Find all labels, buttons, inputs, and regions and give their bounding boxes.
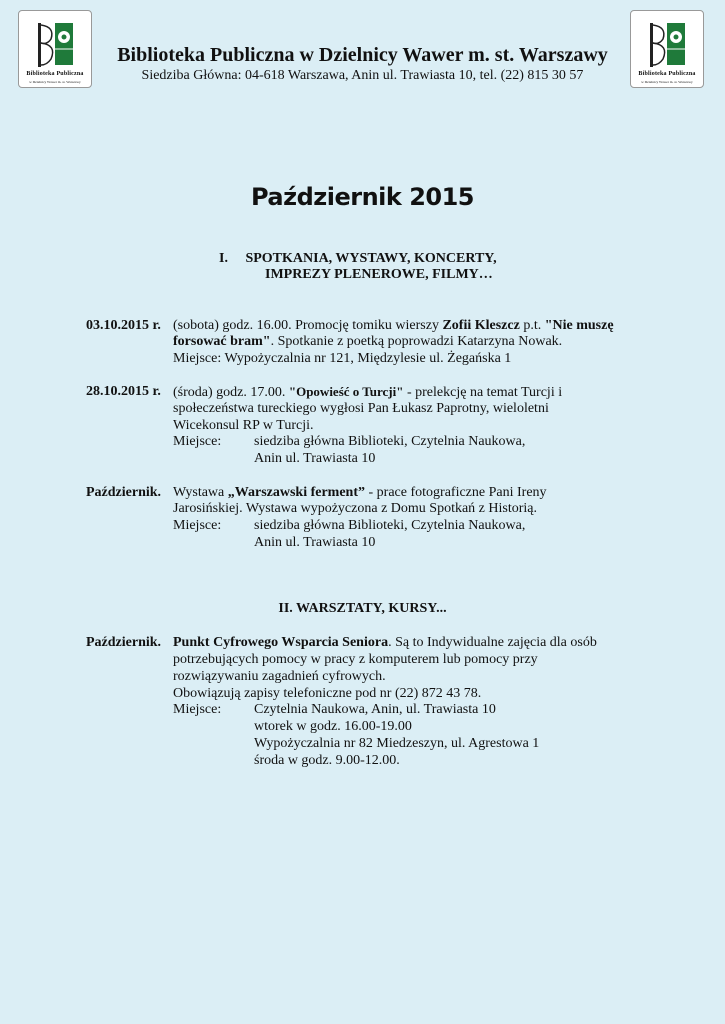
page-title: Październik 2015 <box>250 183 475 211</box>
workshop-line1: Punkt Cyfrowego Wsparcia Seniora. Są to Indywidualne zajęcia dla osób <box>173 635 597 650</box>
workshop-line2: potrzebujących pomocy w pracy z komputerem lub pomocy przy <box>173 652 538 667</box>
section-1-heading-line1: I. SPOTKANIA, WYSTAWY, KONCERTY, <box>219 251 497 266</box>
bp-logo-icon <box>25 15 87 71</box>
section-1-heading-line2: IMPREZY PLENEROWE, FILMY… <box>265 267 493 282</box>
workshop-phone: Obowiązują zapisy telefoniczne pod nr (22) 872 43 78. <box>173 686 482 701</box>
event-2-line3: Wicekonsul RP w Turcji. <box>173 418 314 433</box>
event-3-place1: siedziba główna Biblioteki, Czytelnia Naukowa, <box>254 518 526 533</box>
logo-text: Biblioteka Publiczna <box>638 71 696 77</box>
workshop-place3: Wypożyczalnia nr 82 Miedzeszyn, ul. Agrestowa 1 <box>254 736 540 751</box>
event-2-place1: siedziba główna Biblioteki, Czytelnia Naukowa, <box>254 434 526 449</box>
library-logo-left <box>18 10 92 88</box>
workshop-line3: rozwiązywaniu zagadnień cyfrowych. <box>173 669 386 684</box>
event-1-line2: forsować bram". Spotkanie z poetką poprowadzi Katarzyna Nowak. <box>173 334 563 349</box>
logo-subtext: w Dzielnicy Wawer m. st. Warszawy <box>29 80 81 84</box>
logo-subtext: w Dzielnicy Wawer m. st. Warszawy <box>641 80 693 84</box>
event-2-line1: (środa) godz. 17.00. "Opowieść o Turcji" - prelekcję na temat Turcji i <box>173 384 563 400</box>
event-date: 03.10.2015 r. <box>86 318 161 333</box>
event-date: Październik. <box>86 635 162 650</box>
library-logo-right <box>630 10 704 88</box>
event-3-place-label: Miejsce: <box>173 518 222 533</box>
event-3-line2: Jarosińskiej. Wystawa wypożyczona z Domu Spotkań z Historią. <box>173 501 537 516</box>
event-1-line1: (sobota) godz. 16.00. Promocję tomiku wierszy Zofii Kleszcz p.t. "Nie muszę <box>173 318 614 333</box>
library-name: Biblioteka Publiczna w Dzielnicy Wawer m. st. Warszawy <box>117 44 608 66</box>
event-date: Październik. <box>86 485 162 500</box>
event-2-place2: Anin ul. Trawiasta 10 <box>254 451 376 466</box>
event-3-place2: Anin ul. Trawiasta 10 <box>254 535 376 550</box>
logo-text: Biblioteka Publiczna <box>26 71 84 77</box>
event-2-line2: społeczeństwa tureckiego wygłosi Pan Łukasz Paprotny, wieloletni <box>173 401 549 416</box>
event-date: 28.10.2015 r. <box>86 384 161 399</box>
event-3-line1: Wystawa „Warszawski ferment” - prace fotograficzne Pani Ireny <box>173 485 547 500</box>
library-address: Siedziba Główna: 04-618 Warszawa, Anin ul. Trawiasta 10, tel. (22) 815 30 57 <box>141 68 584 83</box>
workshop-place4: środa w godz. 9.00-12.00. <box>254 753 400 768</box>
section-2-heading: II. WARSZTATY, KURSY... <box>278 601 447 616</box>
bp-logo-icon <box>637 15 699 71</box>
event-1-place: Miejsce: Wypożyczalnia nr 121, Międzylesie ul. Żegańska 1 <box>173 351 512 366</box>
workshop-place1: Czytelnia Naukowa, Anin, ul. Trawiasta 10 <box>254 702 496 717</box>
event-2-place-label: Miejsce: <box>173 434 222 449</box>
workshop-place-label: Miejsce: <box>173 702 222 717</box>
workshop-place2: wtorek w godz. 16.00-19.00 <box>254 719 412 734</box>
